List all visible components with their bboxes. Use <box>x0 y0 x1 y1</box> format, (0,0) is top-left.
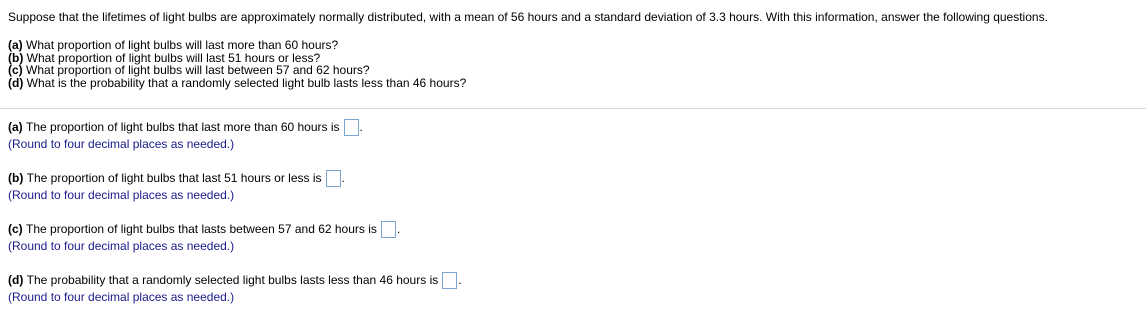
rounding-hint: (Round to four decimal places as needed.) <box>8 188 235 202</box>
answer-period: . <box>341 171 345 185</box>
question-d <box>8 77 466 90</box>
question-text: What proportion of light bulbs will last between 57 and 62 hours? <box>26 63 370 77</box>
problem-intro: Suppose that the lifetimes of light bulbs are approximately normally distributed, with a mean of 56 hours and a standard deviation of 3.3 hours. With this information, answer the following questions. <box>8 10 1048 24</box>
question-list <box>8 39 466 89</box>
answer-period: . <box>359 120 363 134</box>
rounding-hint: (Round to four decimal places as needed.) <box>8 239 235 253</box>
answer-input-b[interactable] <box>326 170 341 187</box>
question-label: (a) <box>8 38 23 52</box>
answer-part-b <box>8 168 345 202</box>
answer-period: . <box>458 273 462 287</box>
answer-prompt: The probability that a randomly selected light bulbs lasts less than 46 hours is <box>26 273 439 287</box>
answer-period: . <box>396 222 401 236</box>
answer-part-c <box>8 219 400 253</box>
rounding-hint: (Round to four decimal places as needed.) <box>8 290 235 304</box>
answer-input-a[interactable] <box>344 119 359 136</box>
question-text: What is the probability that a randomly selected light bulb lasts less than 46 hours? <box>26 75 467 90</box>
answer-prompt: The proportion of light bulbs that lasts between 57 and 62 hours is <box>26 222 377 236</box>
answer-part-d <box>8 270 462 304</box>
rounding-hint: (Round to four decimal places as needed.) <box>8 137 235 151</box>
answer-label: (a) <box>8 120 23 134</box>
answer-label: (b) <box>8 171 24 185</box>
question-text: What proportion of light bulbs will last 51 hours or less? <box>26 50 321 65</box>
answer-prompt: The proportion of light bulbs that last more than 60 hours is <box>26 120 340 134</box>
answer-label: (c) <box>8 222 23 236</box>
section-divider <box>0 108 1146 109</box>
question-label: (b) <box>8 50 24 65</box>
answer-input-c[interactable] <box>381 221 396 238</box>
answer-prompt: The proportion of light bulbs that last 51 hours or less is <box>26 171 322 185</box>
answer-label: (d) <box>8 273 24 287</box>
answer-part-a <box>8 117 363 151</box>
question-text: What proportion of light bulbs will last more than 60 hours? <box>26 38 339 52</box>
question-label: (c) <box>8 63 23 77</box>
answer-input-d[interactable] <box>442 272 457 289</box>
question-label: (d) <box>8 75 24 90</box>
